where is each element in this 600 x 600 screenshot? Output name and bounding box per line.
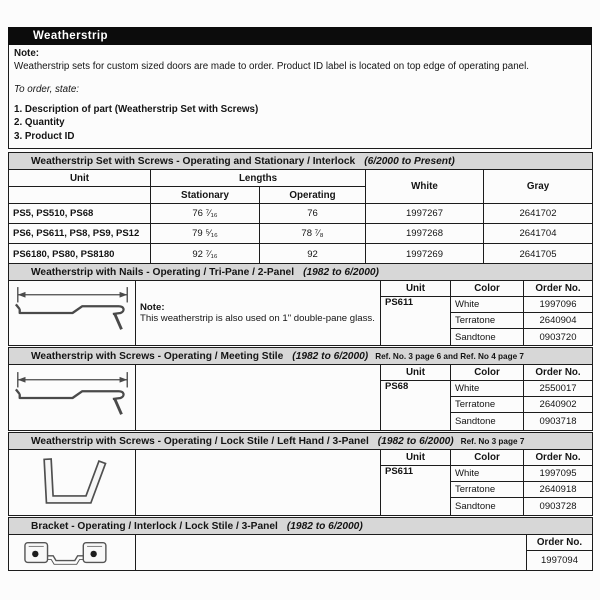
col-header-lengths: Lengths — [151, 170, 366, 187]
col-header-stationary: Stationary — [151, 187, 260, 204]
order-no-cell: 2640904 — [524, 313, 593, 329]
col-header-unit: Unit — [381, 281, 451, 297]
stationary-length-cell: 79 ⁵⁄₁₆ — [151, 224, 260, 244]
weatherstrip-nails-table — [8, 263, 593, 346]
weatherstrip-profile-drawing — [9, 365, 136, 431]
gray-order-cell: 2641702 — [484, 204, 593, 224]
section-title — [9, 348, 593, 365]
color-cell: Terratone — [451, 397, 524, 413]
operating-length-cell: 78 ⁷⁄₈ — [260, 224, 366, 244]
section-date-range: (1982 to 6/2000) — [303, 266, 379, 278]
page-title: Weatherstrip — [8, 27, 592, 45]
unit-cell: PS6, PS611, PS8, PS9, PS12 — [9, 224, 151, 244]
color-cell: Sandtone — [451, 413, 524, 431]
white-order-cell: 1997268 — [366, 224, 484, 244]
section-title-text: Weatherstrip with Nails - Operating / Tri-Pane / 2-Panel — [31, 266, 295, 278]
section-header — [9, 348, 593, 365]
order-steps — [14, 103, 583, 144]
col-header-color: Color — [451, 450, 524, 466]
order-instructions-intro: To order, state: — [14, 84, 79, 95]
section-date-range: (1982 to 6/2000) — [286, 520, 363, 532]
table-header-row — [9, 450, 593, 466]
section-title-text: Bracket - Operating / Interlock / Lock Stile / 3-Panel — [31, 520, 278, 532]
table-row — [9, 204, 593, 224]
weatherstrip-lock-stile-table — [8, 432, 593, 516]
color-cell: Terratone — [451, 482, 524, 498]
stationary-length-cell: 76 ⁷⁄₁₆ — [151, 204, 260, 224]
order-no-cell: 1997095 — [524, 466, 593, 482]
unit-cell: PS5, PS510, PS68 — [9, 204, 151, 224]
section-note — [136, 281, 381, 346]
empty-cell — [136, 365, 381, 431]
note-text: This weatherstrip is also used on 1" double-pane glass. — [140, 313, 375, 324]
table-header-row — [9, 170, 593, 187]
order-step: 2. Quantity — [14, 117, 65, 128]
unit-cell: PS611 — [381, 297, 451, 346]
color-cell: White — [451, 297, 524, 313]
unit-cell: PS6180, PS80, PS8180 — [9, 244, 151, 265]
section-title-text: Weatherstrip with Screws - Operating / Meeting Stile — [31, 350, 284, 362]
section-title — [9, 153, 593, 170]
section-title — [9, 264, 593, 281]
empty-cell — [136, 450, 381, 516]
col-header-white: White — [366, 170, 484, 204]
section-header — [9, 264, 593, 281]
empty-cell — [136, 535, 527, 571]
order-no-cell: 0903720 — [524, 329, 593, 346]
order-no-cell: 1997096 — [524, 297, 593, 313]
section-date-range: (1982 to 6/2000) — [377, 435, 454, 447]
weatherstrip-channel-drawing — [9, 450, 136, 516]
stationary-length-cell: 92 ⁷⁄₁₆ — [151, 244, 260, 265]
order-no-cell: 0903728 — [524, 498, 593, 516]
color-cell: White — [451, 466, 524, 482]
section-date-range: (1982 to 6/2000) — [292, 350, 369, 362]
order-no-cell: 2640902 — [524, 397, 593, 413]
section-title-text: Weatherstrip Set with Screws - Operating and Stationary / Interlock — [31, 155, 356, 167]
table-header-row — [9, 535, 593, 551]
order-no-cell: 2550017 — [524, 381, 593, 397]
bracket-drawing — [9, 535, 136, 571]
operating-length-cell: 76 — [260, 204, 366, 224]
col-header-gray: Gray — [484, 170, 593, 204]
unit-cell: PS611 — [381, 466, 451, 516]
weatherstrip-meeting-stile-table — [8, 347, 593, 431]
empty-cell — [9, 187, 151, 204]
weatherstrip-profile-drawing — [9, 281, 136, 346]
white-order-cell: 1997267 — [366, 204, 484, 224]
col-header-unit: Unit — [9, 170, 151, 187]
order-no-cell: 2640918 — [524, 482, 593, 498]
table-header-row — [9, 281, 593, 297]
section-title — [9, 433, 593, 450]
white-order-cell: 1997269 — [366, 244, 484, 265]
table-row — [9, 224, 593, 244]
note-box — [8, 45, 592, 149]
color-cell: Sandtone — [451, 329, 524, 346]
section-ref-note: Ref. No 3 page 7 — [460, 436, 525, 446]
color-cell: Terratone — [451, 313, 524, 329]
note-label: Note: — [14, 48, 40, 59]
col-header-order: Order No. — [524, 450, 593, 466]
color-cell: Sandtone — [451, 498, 524, 516]
unit-cell: PS68 — [381, 381, 451, 431]
note-label: Note: — [140, 301, 165, 313]
note-text: Weatherstrip sets for custom sized doors are made to order. Product ID label is located on top edge of operating panel. — [14, 60, 529, 72]
operating-length-cell: 92 — [260, 244, 366, 265]
color-cell: White — [451, 381, 524, 397]
col-header-unit: Unit — [381, 365, 451, 381]
order-no-cell: 0903718 — [524, 413, 593, 431]
table-header-row — [9, 365, 593, 381]
section-header — [9, 433, 593, 450]
gray-order-cell: 2641705 — [484, 244, 593, 265]
bracket-table — [8, 517, 593, 571]
section-ref-note: Ref. No. 3 page 6 and Ref. No 4 page 7 — [375, 351, 524, 361]
col-header-order: Order No. — [527, 535, 593, 551]
gray-order-cell: 2641704 — [484, 224, 593, 244]
col-header-color: Color — [451, 281, 524, 297]
section-header — [9, 153, 593, 170]
section-title — [9, 518, 593, 535]
section-title-text: Weatherstrip with Screws - Operating / Lock Stile / Left Hand / 3-Panel — [31, 435, 369, 447]
col-header-operating: Operating — [260, 187, 366, 204]
order-step: 1. Description of part (Weatherstrip Set with Screws) — [14, 103, 259, 115]
table-row — [9, 244, 593, 265]
col-header-order: Order No. — [524, 281, 593, 297]
section-date-range: (6/2000 to Present) — [364, 155, 455, 167]
weatherstrip-set-table — [8, 152, 593, 265]
section-header — [9, 518, 593, 535]
col-header-unit: Unit — [381, 450, 451, 466]
order-step: 3. Product ID — [14, 130, 75, 142]
col-header-order: Order No. — [524, 365, 593, 381]
col-header-color: Color — [451, 365, 524, 381]
order-no-cell: 1997094 — [527, 551, 593, 571]
